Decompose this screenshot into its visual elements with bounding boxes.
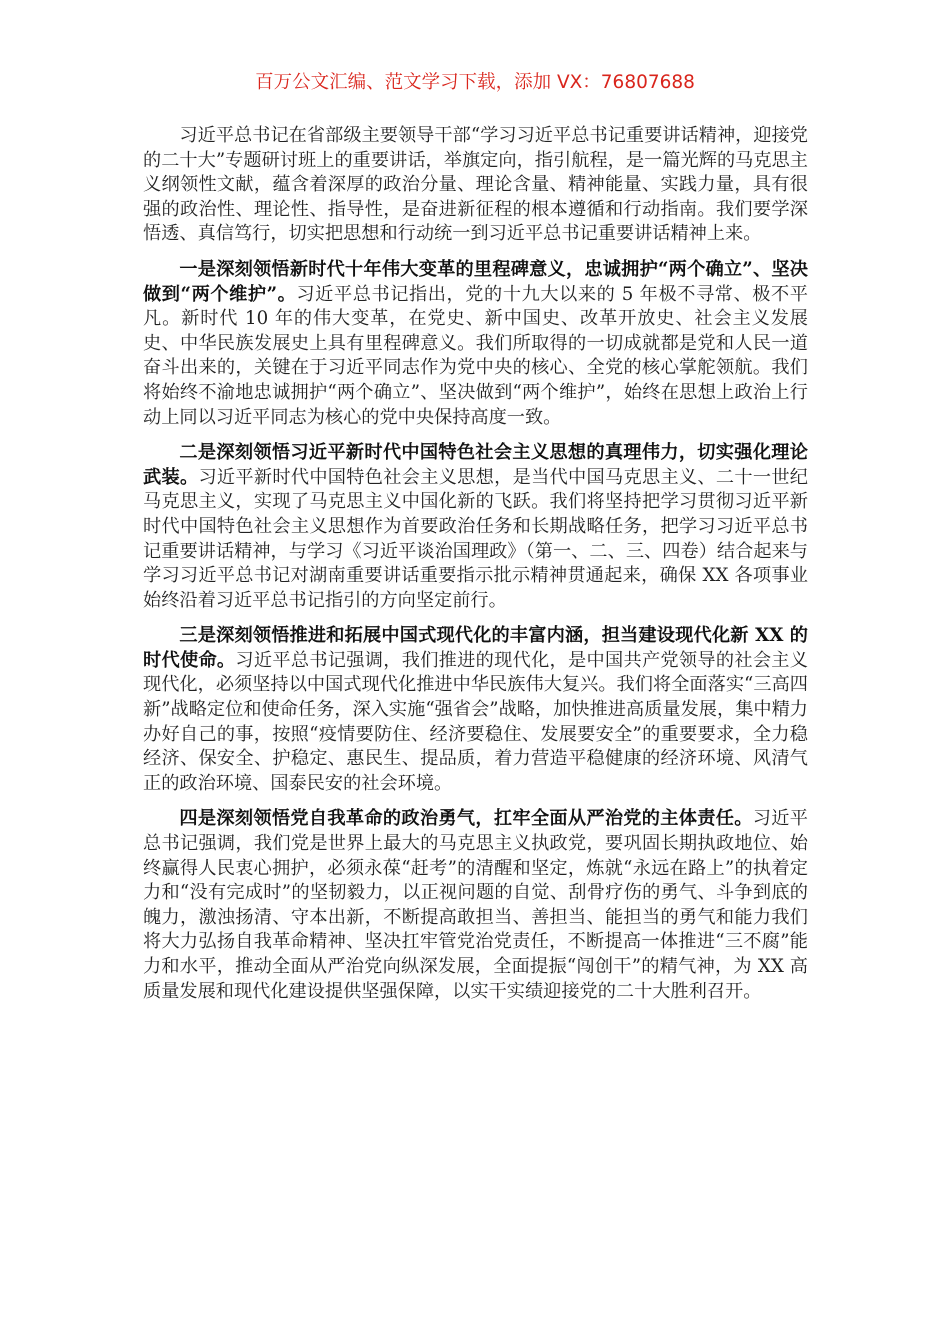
paragraph-lead: 三是深刻领悟推进和拓展中国式现代化的丰富内涵，担当建设现代化新 XX 的时代使命。 — [143, 625, 808, 671]
paragraph-lead: 一是深刻领悟新时代十年伟大变革的里程碑意义，忠诚拥护“两个确立”、坚决做到“两个维护”。 — [143, 258, 808, 305]
paragraph-text: 习近平总书记强调，我们推进的现代化，是中国共产党领导的社会主义现代化，必须坚持以中国式现代化推进中华民族伟大复兴。我们将全面落实“三高四新”战略定位和使命任务，深入实施“强省会”战略，加快推进高质量发展，集中精力办好自己的事，按照“疫情要防住、经济要稳住、发展要安全”的重要要求，全力稳经济、保安全、护稳定、惠民生、提品质，着力营造平稳健康的经济环境、风清气正的政治环境、国泰民安的社会环境。 — [143, 649, 808, 794]
paragraph-point-2 — [143, 441, 808, 613]
paragraph-point-3 — [143, 624, 808, 796]
paragraph-lead: 二是深刻领悟习近平新时代中国特色社会主义思想的真理伟力，切实强化理论武装。 — [143, 442, 808, 488]
paragraph-point-1 — [143, 258, 808, 430]
paragraph-text: 习近平新时代中国特色社会主义思想，是当代中国马克思主义、二十一世纪马克思主义，实现了马克思主义中国化新的飞跃。我们将坚持把学习贯彻习近平新时代中国特色社会主义思想作为首要政治任务和长期战略任务，把学习习近平总书记重要讲话精神，与学习《习近平谈治国理政》（第一、二、三、四卷）结合起来与学习习近平总书记对湖南重要讲话重要指示批示精神贯通起来，确保 XX 各项事业始终沿着习近平总书记指引的方向坚定前行。 — [143, 466, 808, 611]
paragraph-text: 习近平总书记在省部级主要领导干部“学习习近平总书记重要讲话精神，迎接党的二十大”专题研讨班上的重要讲话，举旗定向，指引航程，是一篇光辉的马克思主义纲领性文献，蕴含着深厚的政治分量、理论含量、精神能量、实践力量，具有很强的政治性、理论性、指导性，是奋进新征程的根本遵循和行动指南。我们要学深悟透、真信笃行，切实把思想和行动统一到习近平总书记重要讲话精神上来。 — [143, 125, 808, 245]
paragraph-text: 习近平总书记强调，我们党是世界上最大的马克思主义执政党，要巩固长期执政地位、始终赢得人民衷心拥护，必须永葆“赶考”的清醒和坚定，炼就“永远在路上”的执着定力和“没有完成时”的坚韧毅力，以正视问题的自觉、刮骨疗伤的勇气、斗争到底的魄力，激浊扬清、守本出新，不断提高敢担当、善担当、能担当的勇气和能力我们将大力弘扬自我革命精神、坚决扛牢管党治党责任，不断提高一体推进“三不腐”能力和水平，推动全面从严治党向纵深发展，全面提振“闯创干”的精气神，为 XX 高质量发展和现代化建设提供坚强保障，以实干实绩迎接党的二十大胜利召开。 — [143, 808, 808, 1002]
paragraph-intro — [143, 124, 808, 247]
paragraph-text: 习近平总书记指出，党的十九大以来的 5 年极不寻常、极不平凡。新时代 10 年的伟大变革，在党史、新中国史、改革开放史、社会主义发展史、中华民族发展史上具有里程碑意义。我们所取得的一切成就都是党和人民一道奋斗出来的，关键在于习近平同志作为党中央的核心、全党的核心掌舵领航。我们将始终不渝地忠诚拥护“两个确立”、坚决做到“两个维护”，始终在思想上政治上行动上同以习近平同志为核心的党中央保持高度一致。 — [143, 283, 808, 428]
paragraph-point-4 — [143, 807, 808, 1004]
paragraph-lead: 四是深刻领悟党自我革命的政治勇气，扛牢全面从严治党的主体责任。 — [179, 808, 753, 830]
document-body — [143, 124, 808, 1015]
header-banner: 百万公文汇编、范文学习下载，添加 VX：76807688 — [255, 72, 695, 93]
